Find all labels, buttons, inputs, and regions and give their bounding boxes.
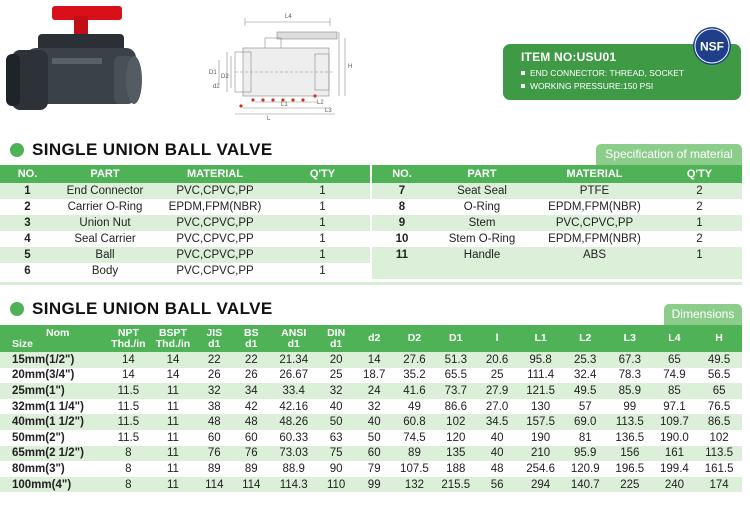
cell-H: 76.5 (696, 399, 742, 415)
cell-d2: 60 (355, 446, 394, 462)
cell-D1: 188 (435, 461, 476, 477)
cell-no: 7 (372, 183, 432, 199)
cell-jis: 76 (196, 446, 233, 462)
cell-jis: 60 (196, 430, 233, 446)
valve-technical-drawing (205, 8, 365, 123)
parts-row (0, 231, 370, 247)
nsf-logo (692, 26, 732, 66)
header-no: NO. (372, 165, 432, 183)
cell-L3: 225 (607, 477, 653, 493)
header-ansi-sub: d1 (287, 337, 300, 350)
cell-jis: 32 (196, 383, 233, 399)
header-l4: L4 (653, 325, 697, 352)
header-bspt-sub: Thd./in (155, 337, 191, 350)
cell-D1: 135 (435, 446, 476, 462)
header-npt (107, 325, 151, 352)
cell-bs: 89 (233, 461, 270, 477)
union-nut-ring (6, 54, 20, 106)
cell-L2: 32.4 (563, 368, 607, 384)
cell-L1: 130 (518, 399, 564, 415)
parts-row-empty (372, 263, 742, 279)
header-nom: Nom (46, 326, 70, 339)
pipe-opening (126, 56, 142, 104)
cell-ansi: 26.67 (270, 368, 318, 384)
cell-bs: 26 (233, 368, 270, 384)
cell-d2: 32 (355, 399, 394, 415)
cell-D1: 215.5 (435, 477, 476, 493)
cell-din: 25 (318, 368, 355, 384)
cell-L4: 74.9 (653, 368, 697, 384)
cell-L2: 49.5 (563, 383, 607, 399)
cell-qty: 1 (275, 215, 370, 231)
dimension-row (0, 446, 742, 462)
header-ansi-label: ANSI (281, 326, 307, 339)
cell-size: 50mm(2") (0, 430, 107, 446)
cell-size: 100mm(4") (0, 477, 107, 493)
cell-bspt: 11 (150, 399, 196, 415)
working-pressure-text: WORKING PRESSURE:150 PSI (530, 81, 654, 91)
cell-D1: 86.6 (435, 399, 476, 415)
cell-part: Stem (432, 215, 532, 231)
parts-row (0, 199, 370, 215)
parts-row (372, 183, 742, 199)
cell-din: 20 (318, 352, 355, 368)
cell-qty: 1 (657, 215, 742, 231)
cell-ansi: 21.34 (270, 352, 318, 368)
valve-product-photo (4, 6, 154, 118)
cell-L2: 95.9 (563, 446, 607, 462)
header-material: MATERIAL (532, 165, 657, 183)
parts-header-row (372, 165, 742, 183)
label-d2-lower: d2 (213, 84, 220, 90)
header-l3: L3 (607, 325, 653, 352)
parts-row (372, 199, 742, 215)
cell-D2: 89 (394, 446, 435, 462)
cell-size: 80mm(3") (0, 461, 107, 477)
cell-npt: 8 (107, 477, 151, 493)
cell-l: 34.5 (476, 414, 517, 430)
cell-d2: 50 (355, 430, 394, 446)
parts-row (372, 215, 742, 231)
cell-L1: 121.5 (518, 383, 564, 399)
cell-part: End Connector (55, 183, 155, 199)
label-l4: L4 (285, 14, 292, 20)
cell-H: 65 (696, 383, 742, 399)
cell-no: 9 (372, 215, 432, 231)
part-number-markers (239, 94, 316, 107)
cell-material: EPDM,FPM(NBR) (155, 199, 275, 215)
cell-no: 6 (0, 263, 55, 279)
parts-header-row (0, 165, 370, 183)
header-part: PART (55, 165, 155, 183)
cell-jis: 38 (196, 399, 233, 415)
cell-L3: 78.3 (607, 368, 653, 384)
header-l1: L1 (518, 325, 564, 352)
cell-no: 11 (372, 247, 432, 263)
cell-d2: 99 (355, 477, 394, 493)
cell-bs: 48 (233, 414, 270, 430)
cell-bspt: 14 (150, 352, 196, 368)
cell-size: 32mm(1 1/4") (0, 399, 107, 415)
cell-qty: 2 (657, 183, 742, 199)
cell-no: 3 (0, 215, 55, 231)
cell-D2: 107.5 (394, 461, 435, 477)
cell-size: 65mm(2 1/2") (0, 446, 107, 462)
cell-bs: 22 (233, 352, 270, 368)
cell-ansi: 88.9 (270, 461, 318, 477)
cell-l: 20.6 (476, 352, 517, 368)
cell-D2: 35.2 (394, 368, 435, 384)
parts-row (0, 263, 370, 279)
cell-ansi: 33.4 (270, 383, 318, 399)
header-bs-sub: d1 (245, 337, 258, 350)
working-pressure-line (521, 81, 731, 91)
header-qty: Q'TY (275, 165, 370, 183)
cell-material: PVC,CPVC,PP (155, 247, 275, 263)
dimension-row (0, 430, 742, 446)
cell-npt: 8 (107, 446, 151, 462)
cell-part: Carrier O-Ring (55, 199, 155, 215)
cell-H: 161.5 (696, 461, 742, 477)
cell-ansi: 114.3 (270, 477, 318, 493)
cell-D2: 49 (394, 399, 435, 415)
cell-bspt: 11 (150, 461, 196, 477)
cell-part: Seat Seal (432, 183, 532, 199)
cell-din: 63 (318, 430, 355, 446)
cell-npt: 14 (107, 368, 151, 384)
cell-L4: 199.4 (653, 461, 697, 477)
cell-H: 56.5 (696, 368, 742, 384)
cell-L2: 25.3 (563, 352, 607, 368)
body-highlight (52, 58, 102, 64)
cell-qty: 1 (275, 183, 370, 199)
cell-size: 15mm(1/2") (0, 352, 107, 368)
label-d1: D1 (209, 70, 217, 76)
header-h: H (696, 325, 742, 352)
end-connector-line (521, 68, 731, 78)
cell-material: PVC,CPVC,PP (155, 215, 275, 231)
cell-jis: 26 (196, 368, 233, 384)
cell-material: EPDM,FPM(NBR) (532, 231, 657, 247)
cell-L1: 190 (518, 430, 564, 446)
nsf-logo-text: NSF (700, 39, 724, 54)
cell-L3: 67.3 (607, 352, 653, 368)
cell-part: Handle (432, 247, 532, 263)
cell-material: PTFE (532, 183, 657, 199)
header-material: MATERIAL (155, 165, 275, 183)
cell-l: 40 (476, 446, 517, 462)
dimensions-section-title (10, 299, 273, 319)
header-npt-label: NPT (117, 326, 139, 339)
cell-jis: 48 (196, 414, 233, 430)
cell-npt: 11.5 (107, 430, 151, 446)
cell-jis: 22 (196, 352, 233, 368)
cell-D2: 27.6 (394, 352, 435, 368)
label-l3: L3 (325, 108, 332, 114)
cell-part (432, 263, 532, 279)
cell-L4: 65 (653, 352, 697, 368)
cell-bs: 114 (233, 477, 270, 493)
header-part: PART (432, 165, 532, 183)
cell-no: 8 (372, 199, 432, 215)
header-nom-size (0, 325, 107, 352)
dimension-row (0, 383, 742, 399)
header-bspt-label: BSPT (158, 326, 187, 339)
cell-L1: 210 (518, 446, 564, 462)
cell-qty: 2 (657, 199, 742, 215)
cell-no: 1 (0, 183, 55, 199)
header-bs-label: BS (243, 326, 259, 339)
dimensions-table (0, 325, 742, 492)
header-jis-label: JIS (206, 326, 223, 339)
header-d1-large: D1 (435, 325, 476, 352)
label-d2-upper: D2 (221, 74, 229, 80)
header-npt-sub: Thd./in (111, 337, 146, 350)
cell-L3: 85.9 (607, 383, 653, 399)
cell-bspt: 11 (150, 477, 196, 493)
cell-L4: 109.7 (653, 414, 697, 430)
cell-L2: 120.9 (563, 461, 607, 477)
label-l: L (267, 116, 271, 122)
cell-H: 174 (696, 477, 742, 493)
cell-no: 2 (0, 199, 55, 215)
cell-size: 25mm(1") (0, 383, 107, 399)
cell-no: 4 (0, 231, 55, 247)
dimension-row (0, 414, 742, 430)
dimension-row (0, 352, 742, 368)
cell-l: 27.9 (476, 383, 517, 399)
cell-D2: 60.8 (394, 414, 435, 430)
cell-din: 50 (318, 414, 355, 430)
cell-D2: 132 (394, 477, 435, 493)
cell-din: 32 (318, 383, 355, 399)
cell-material (532, 263, 657, 279)
cell-qty: 1 (275, 247, 370, 263)
header-jis (196, 325, 233, 352)
cell-l: 56 (476, 477, 517, 493)
header-bspt (150, 325, 196, 352)
cell-D2: 41.6 (394, 383, 435, 399)
cell-npt: 11.5 (107, 383, 151, 399)
cell-L2: 57 (563, 399, 607, 415)
cell-bs: 42 (233, 399, 270, 415)
cell-L2: 69.0 (563, 414, 607, 430)
parts-row (372, 247, 742, 263)
cell-H: 113.5 (696, 446, 742, 462)
cell-d2: 79 (355, 461, 394, 477)
cell-part: Stem O-Ring (432, 231, 532, 247)
cell-D1: 73.7 (435, 383, 476, 399)
cell-qty (657, 263, 742, 279)
cell-L1: 254.6 (518, 461, 564, 477)
cell-part: O-Ring (432, 199, 532, 215)
cell-L3: 113.5 (607, 414, 653, 430)
header-jis-sub: d1 (208, 337, 221, 350)
header-qty: Q'TY (657, 165, 742, 183)
cell-D1: 102 (435, 414, 476, 430)
cell-d2: 18.7 (355, 368, 394, 384)
cell-L3: 196.5 (607, 461, 653, 477)
dimensions-tab: Dimensions (664, 304, 742, 325)
cell-material: PVC,CPVC,PP (155, 231, 275, 247)
label-h: H (348, 64, 353, 70)
cell-L1: 157.5 (518, 414, 564, 430)
cell-H: 86.5 (696, 414, 742, 430)
header-din-label: DIN (327, 326, 346, 339)
cell-jis: 114 (196, 477, 233, 493)
cell-L4: 190.0 (653, 430, 697, 446)
section-bullet-icon (10, 143, 24, 157)
label-l1: L1 (281, 102, 288, 108)
header-bs (233, 325, 270, 352)
cell-part: Ball (55, 247, 155, 263)
cell-part: Body (55, 263, 155, 279)
section-divider (0, 282, 742, 285)
cell-npt: 11.5 (107, 414, 151, 430)
dimension-row (0, 399, 742, 415)
header-din-sub: d1 (330, 337, 343, 350)
cell-D2: 74.5 (394, 430, 435, 446)
cell-L2: 140.7 (563, 477, 607, 493)
cell-jis: 89 (196, 461, 233, 477)
parts-section-title-text: SINGLE UNION BALL VALVE (32, 140, 273, 159)
item-number: ITEM NO:USU01 (521, 50, 617, 64)
parts-row (0, 247, 370, 263)
header-l2: L2 (563, 325, 607, 352)
cell-material: PVC,CPVC,PP (532, 215, 657, 231)
cell-L1: 294 (518, 477, 564, 493)
cell-L1: 111.4 (518, 368, 564, 384)
dimension-row (0, 477, 742, 493)
cell-bspt: 14 (150, 368, 196, 384)
header-d2-large: D2 (394, 325, 435, 352)
header-l-small: l (476, 325, 517, 352)
cell-ansi: 73.03 (270, 446, 318, 462)
cell-D1: 120 (435, 430, 476, 446)
cell-l: 48 (476, 461, 517, 477)
label-l2: L2 (317, 100, 324, 106)
cell-L3: 99 (607, 399, 653, 415)
cell-L4: 85 (653, 383, 697, 399)
cell-size: 40mm(1 1/2") (0, 414, 107, 430)
parts-table-right (372, 165, 742, 279)
dimensions-section-title-text: SINGLE UNION BALL VALVE (32, 299, 273, 318)
cell-bspt: 11 (150, 383, 196, 399)
cell-l: 25 (476, 368, 517, 384)
cell-ansi: 42.16 (270, 399, 318, 415)
header-din (318, 325, 355, 352)
cell-part: Seal Carrier (55, 231, 155, 247)
cell-din: 110 (318, 477, 355, 493)
cell-part: Union Nut (55, 215, 155, 231)
cell-bspt: 11 (150, 414, 196, 430)
header-d2-small: d2 (355, 325, 394, 352)
cell-din: 75 (318, 446, 355, 462)
parts-row (372, 231, 742, 247)
cell-npt: 11.5 (107, 399, 151, 415)
cell-L3: 136.5 (607, 430, 653, 446)
cell-ansi: 60.33 (270, 430, 318, 446)
header-size: Size (12, 337, 34, 350)
cell-bs: 60 (233, 430, 270, 446)
parts-section-title (10, 140, 273, 160)
parts-row (0, 215, 370, 231)
cell-npt: 8 (107, 461, 151, 477)
end-connector-text: END CONNECTOR: THREAD, SOCKET (530, 68, 685, 78)
cell-L2: 81 (563, 430, 607, 446)
cell-d2: 24 (355, 383, 394, 399)
dimension-row (0, 461, 742, 477)
header-ansi (270, 325, 318, 352)
cell-l: 27.0 (476, 399, 517, 415)
cell-L4: 97.1 (653, 399, 697, 415)
dimensions-header-row (0, 325, 742, 352)
cell-qty: 1 (275, 263, 370, 279)
cell-L4: 161 (653, 446, 697, 462)
header-no: NO. (0, 165, 55, 183)
cell-L3: 156 (607, 446, 653, 462)
cell-bs: 76 (233, 446, 270, 462)
cell-d2: 40 (355, 414, 394, 430)
cell-material: ABS (532, 247, 657, 263)
cell-material: PVC,CPVC,PP (155, 263, 275, 279)
section-bullet-icon (10, 302, 24, 316)
parts-table-left (0, 165, 370, 279)
cell-material: EPDM,FPM(NBR) (532, 199, 657, 215)
cell-no: 5 (0, 247, 55, 263)
cell-H: 102 (696, 430, 742, 446)
cell-no: 10 (372, 231, 432, 247)
cell-bs: 34 (233, 383, 270, 399)
parts-row (0, 183, 370, 199)
cell-material: PVC,CPVC,PP (155, 183, 275, 199)
bullet-icon (521, 71, 525, 75)
cell-L4: 240 (653, 477, 697, 493)
spec-of-material-tab: Specification of material (596, 144, 742, 165)
dimension-row (0, 368, 742, 384)
cell-D1: 51.3 (435, 352, 476, 368)
cell-size: 20mm(3/4") (0, 368, 107, 384)
cell-qty: 2 (657, 231, 742, 247)
cell-D1: 65.5 (435, 368, 476, 384)
cell-qty: 1 (275, 199, 370, 215)
cell-l: 40 (476, 430, 517, 446)
cell-qty: 1 (657, 247, 742, 263)
cell-bspt: 11 (150, 430, 196, 446)
cell-bspt: 11 (150, 446, 196, 462)
cell-d2: 14 (355, 352, 394, 368)
cell-npt: 14 (107, 352, 151, 368)
bullet-icon (521, 84, 525, 88)
cell-H: 49.5 (696, 352, 742, 368)
cell-qty: 1 (275, 231, 370, 247)
cell-ansi: 48.26 (270, 414, 318, 430)
cell-din: 90 (318, 461, 355, 477)
cell-no (372, 263, 432, 279)
cell-L1: 95.8 (518, 352, 564, 368)
cell-din: 40 (318, 399, 355, 415)
